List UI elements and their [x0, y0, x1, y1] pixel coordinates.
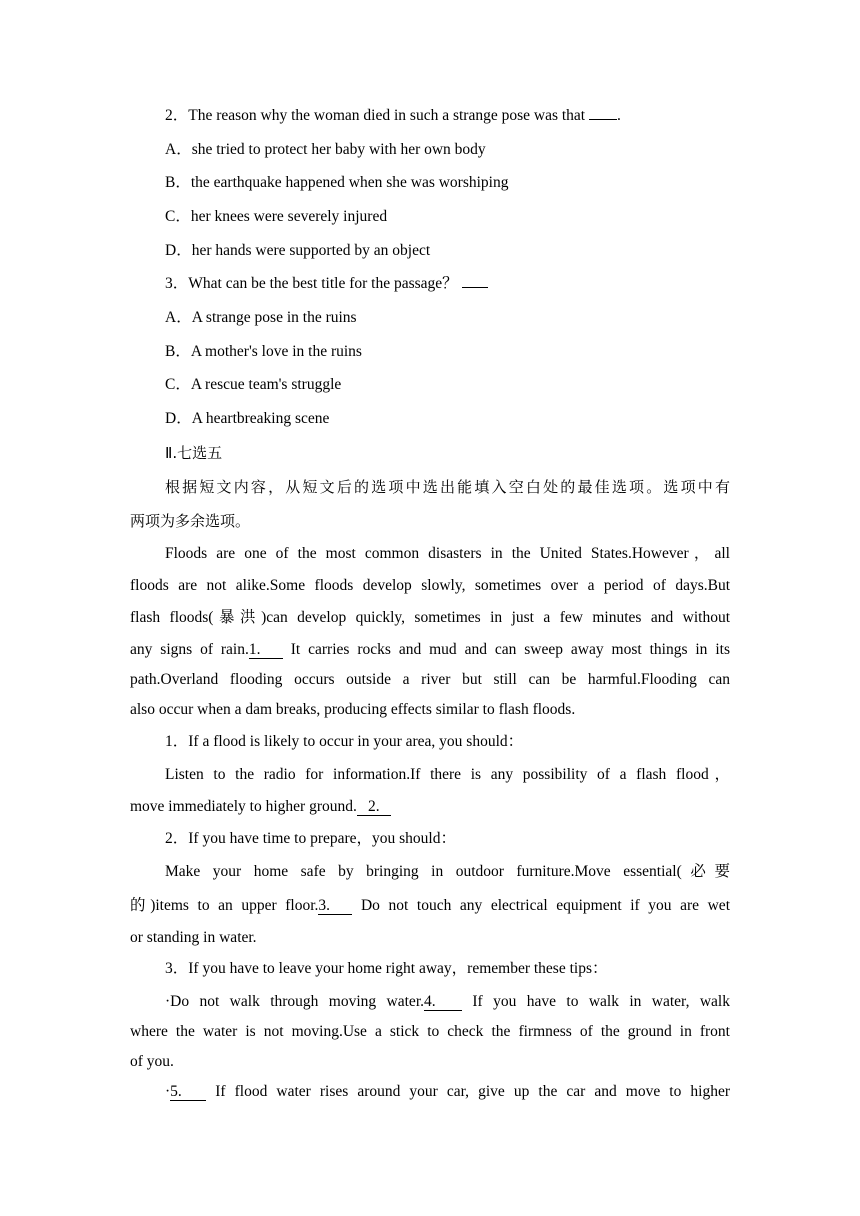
section-heading: Ⅱ.七选五: [165, 444, 223, 462]
option-b: B．A mother's love in the ruins: [165, 343, 362, 360]
blank-1: 1.: [249, 642, 283, 659]
passage-text: ·Do not walk through moving water.: [165, 993, 424, 1010]
passage-text: any signs of rain.: [130, 641, 249, 658]
question-2-stem: [165, 106, 730, 126]
blank-3: 3.: [318, 898, 352, 915]
passage-line: Listen to the radio for information.If there is any possibility of a flash flood，: [165, 766, 730, 783]
option-b: B．the earthquake happened when she was worshiping: [165, 174, 509, 191]
option-a: A．A strange pose in the ruins: [165, 309, 357, 326]
passage-text: If you have to walk in water, walk: [472, 993, 730, 1010]
passage-line: Floods are one of the most common disasters in the United States.However，all: [165, 545, 730, 562]
passage-line: [165, 992, 730, 1012]
passage-text: move immediately to higher ground.: [130, 798, 357, 815]
blank-4: 4.: [424, 994, 462, 1011]
blank-2: 2.: [357, 799, 391, 816]
answer-blank: [462, 287, 488, 288]
blank-5: 5.: [170, 1084, 206, 1101]
passage-line: also occur when a dam breaks, producing effects similar to flash floods.: [130, 701, 576, 718]
passage-text: 的)items to an upper floor.: [130, 897, 319, 914]
passage-line: floods are not alike.Some floods develop slowly, sometimes over a period of days.But: [130, 577, 730, 594]
answer-blank: [589, 119, 617, 120]
passage-line: or standing in water.: [130, 929, 257, 946]
question-2-end: .: [617, 107, 621, 124]
question-3-stem: [165, 274, 730, 294]
passage-line: where the water is not moving.Use a stick to check the firmness of the ground in front: [130, 1023, 730, 1040]
option-a: A．she tried to protect her baby with her own body: [165, 141, 486, 158]
passage-line: Make your home safe by bringing in outdoor furniture.Move essential(必要: [165, 863, 730, 880]
passage-line: path.Overland flooding occurs outside a river but still can be harmful.Flooding can: [130, 671, 730, 688]
tip-heading-3: 3．If you have to leave your home right away，remember these tips：: [165, 960, 608, 977]
instruction-line-2: 两项为多余选项。: [130, 512, 251, 530]
passage-line: [130, 640, 730, 660]
question-3-text: 3．What can be the best title for the passage？: [165, 275, 458, 292]
tip-heading-1: 1．If a flood is likely to occur in your area, you should：: [165, 733, 524, 750]
passage-line: of you.: [130, 1053, 174, 1070]
passage-line: [165, 1082, 730, 1102]
option-c: C．A rescue team's struggle: [165, 376, 342, 393]
tip-heading-2: 2．If you have time to prepare，you should：: [165, 830, 456, 847]
passage-line: flash floods(暴洪)can develop quickly, sometimes in just a few minutes and without: [130, 609, 730, 626]
option-d: D．her hands were supported by an object: [165, 242, 431, 259]
passage-line: [130, 797, 730, 817]
passage-text: It carries rocks and mud and can sweep away most things in its: [290, 641, 730, 658]
passage-text: If flood water rises around your car, give up the car and move to higher: [215, 1083, 731, 1100]
passage-text: Do not touch any electrical equipment if you are wet: [360, 897, 730, 914]
passage-text: ·: [165, 1083, 171, 1100]
instruction-line-1: 根据短文内容，从短文后的选项中选出能填入空白处的最佳选项。选项中有: [165, 478, 730, 496]
question-2-text: 2．The reason why the woman died in such a strange pose was that: [165, 107, 589, 124]
passage-line: [130, 896, 730, 916]
option-c: C．her knees were severely injured: [165, 208, 388, 225]
option-d: D．A heartbreaking scene: [165, 410, 330, 427]
